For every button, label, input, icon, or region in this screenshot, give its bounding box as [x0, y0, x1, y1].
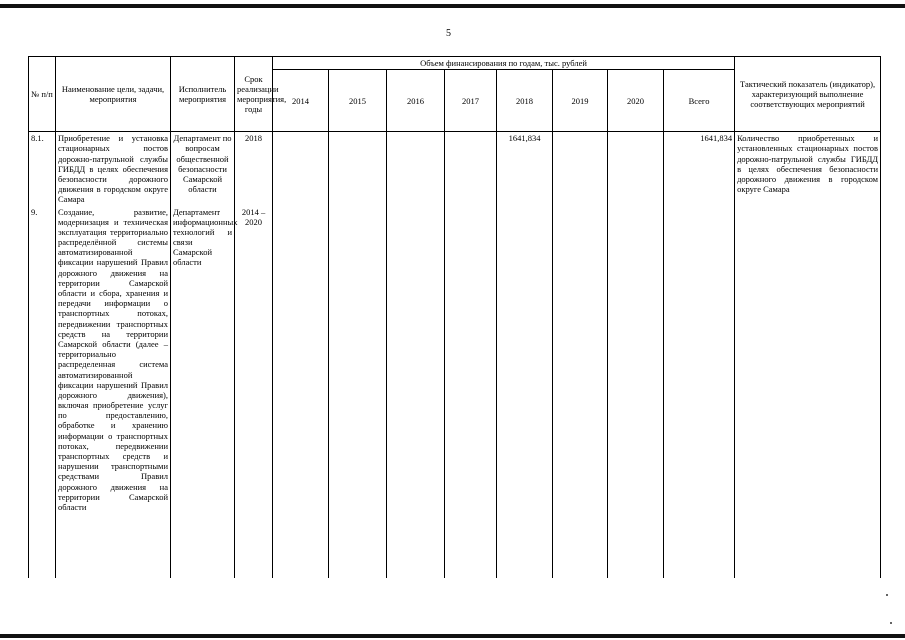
header-term: Срок реализации мероприятия, годы	[235, 57, 273, 132]
row-2014	[273, 206, 329, 578]
header-executor: Исполнитель мероприятия	[171, 57, 235, 132]
row-2016	[387, 206, 445, 578]
row-2016	[387, 132, 445, 206]
header-year-2014: 2014	[273, 70, 329, 132]
header-year-2018: 2018	[497, 70, 553, 132]
row-total: 1641,834	[664, 132, 735, 206]
row-2018	[497, 206, 553, 578]
scan-speck	[890, 622, 892, 624]
row-num: 8.1.	[29, 132, 56, 206]
row-2018: 1641,834	[497, 132, 553, 206]
header-year-2015: 2015	[329, 70, 387, 132]
header-name: Наименование цели, задачи, мероприятия	[56, 57, 171, 132]
header-year-2019: 2019	[553, 70, 608, 132]
funding-table	[28, 56, 881, 578]
row-2020	[608, 132, 664, 206]
row-indicator: Количество приобретенных и установленных стационарных постов дорожно-патрульной службы ГИБДД в целях обеспечения безопасности дорожного движения в городском округе Самара	[735, 132, 881, 206]
row-executor: Департамент по вопросам общественной безопасности Самарской области	[171, 132, 235, 206]
row-2019	[553, 132, 608, 206]
row-total	[664, 206, 735, 578]
row-name: Создание, развитие, модернизация и техническая эксплуатация территориально распределённой системы автоматизированной фиксации нарушений Правил дорожного движения на территории Самарской области и сбора, хранения и передачи информации о транспортных потоках, передвижении транспортных средств на территории Самарской области (далее – территориально распределенная система автоматизированной фиксации нарушений Правил дорожного движения), включая приобретение услуг по предоставлению, обработке и хранению информации о транспортных потоках, передвижении транспортных средств и нарушении транспортными средствами Правил дорожного движения на территории Самарской области	[56, 206, 171, 578]
table-row	[29, 132, 881, 206]
row-executor: Департамент информационных технологий и связи Самарской области	[171, 206, 235, 578]
bottom-rule	[0, 634, 905, 638]
top-rule	[0, 4, 905, 8]
header-total: Всего	[664, 70, 735, 132]
header-funding-group: Объем финансирования по годам, тыс. рублей	[273, 57, 735, 70]
row-name: Приобретение и установка стационарных постов дорожно-патрульной службы ГИБДД в целях обеспечения безопасности дорожного движения в городском округе Самара	[56, 132, 171, 206]
row-2017	[445, 132, 497, 206]
header-year-2020: 2020	[608, 70, 664, 132]
row-2019	[553, 206, 608, 578]
row-indicator	[735, 206, 881, 578]
scan-speck	[886, 594, 888, 596]
row-term: 2014 – 2020	[235, 206, 273, 578]
row-num: 9.	[29, 206, 56, 578]
row-2017	[445, 206, 497, 578]
header-num: № п/п	[29, 57, 56, 132]
row-term: 2018	[235, 132, 273, 206]
page-number: 5	[446, 28, 451, 39]
row-2014	[273, 132, 329, 206]
row-2015	[329, 132, 387, 206]
table-row	[29, 206, 881, 578]
header-year-2016: 2016	[387, 70, 445, 132]
header-indicator: Тактический показатель (индикатор), характеризующий выполнение соответствующих мероприятий	[735, 57, 881, 132]
row-2020	[608, 206, 664, 578]
header-year-2017: 2017	[445, 70, 497, 132]
row-2015	[329, 206, 387, 578]
